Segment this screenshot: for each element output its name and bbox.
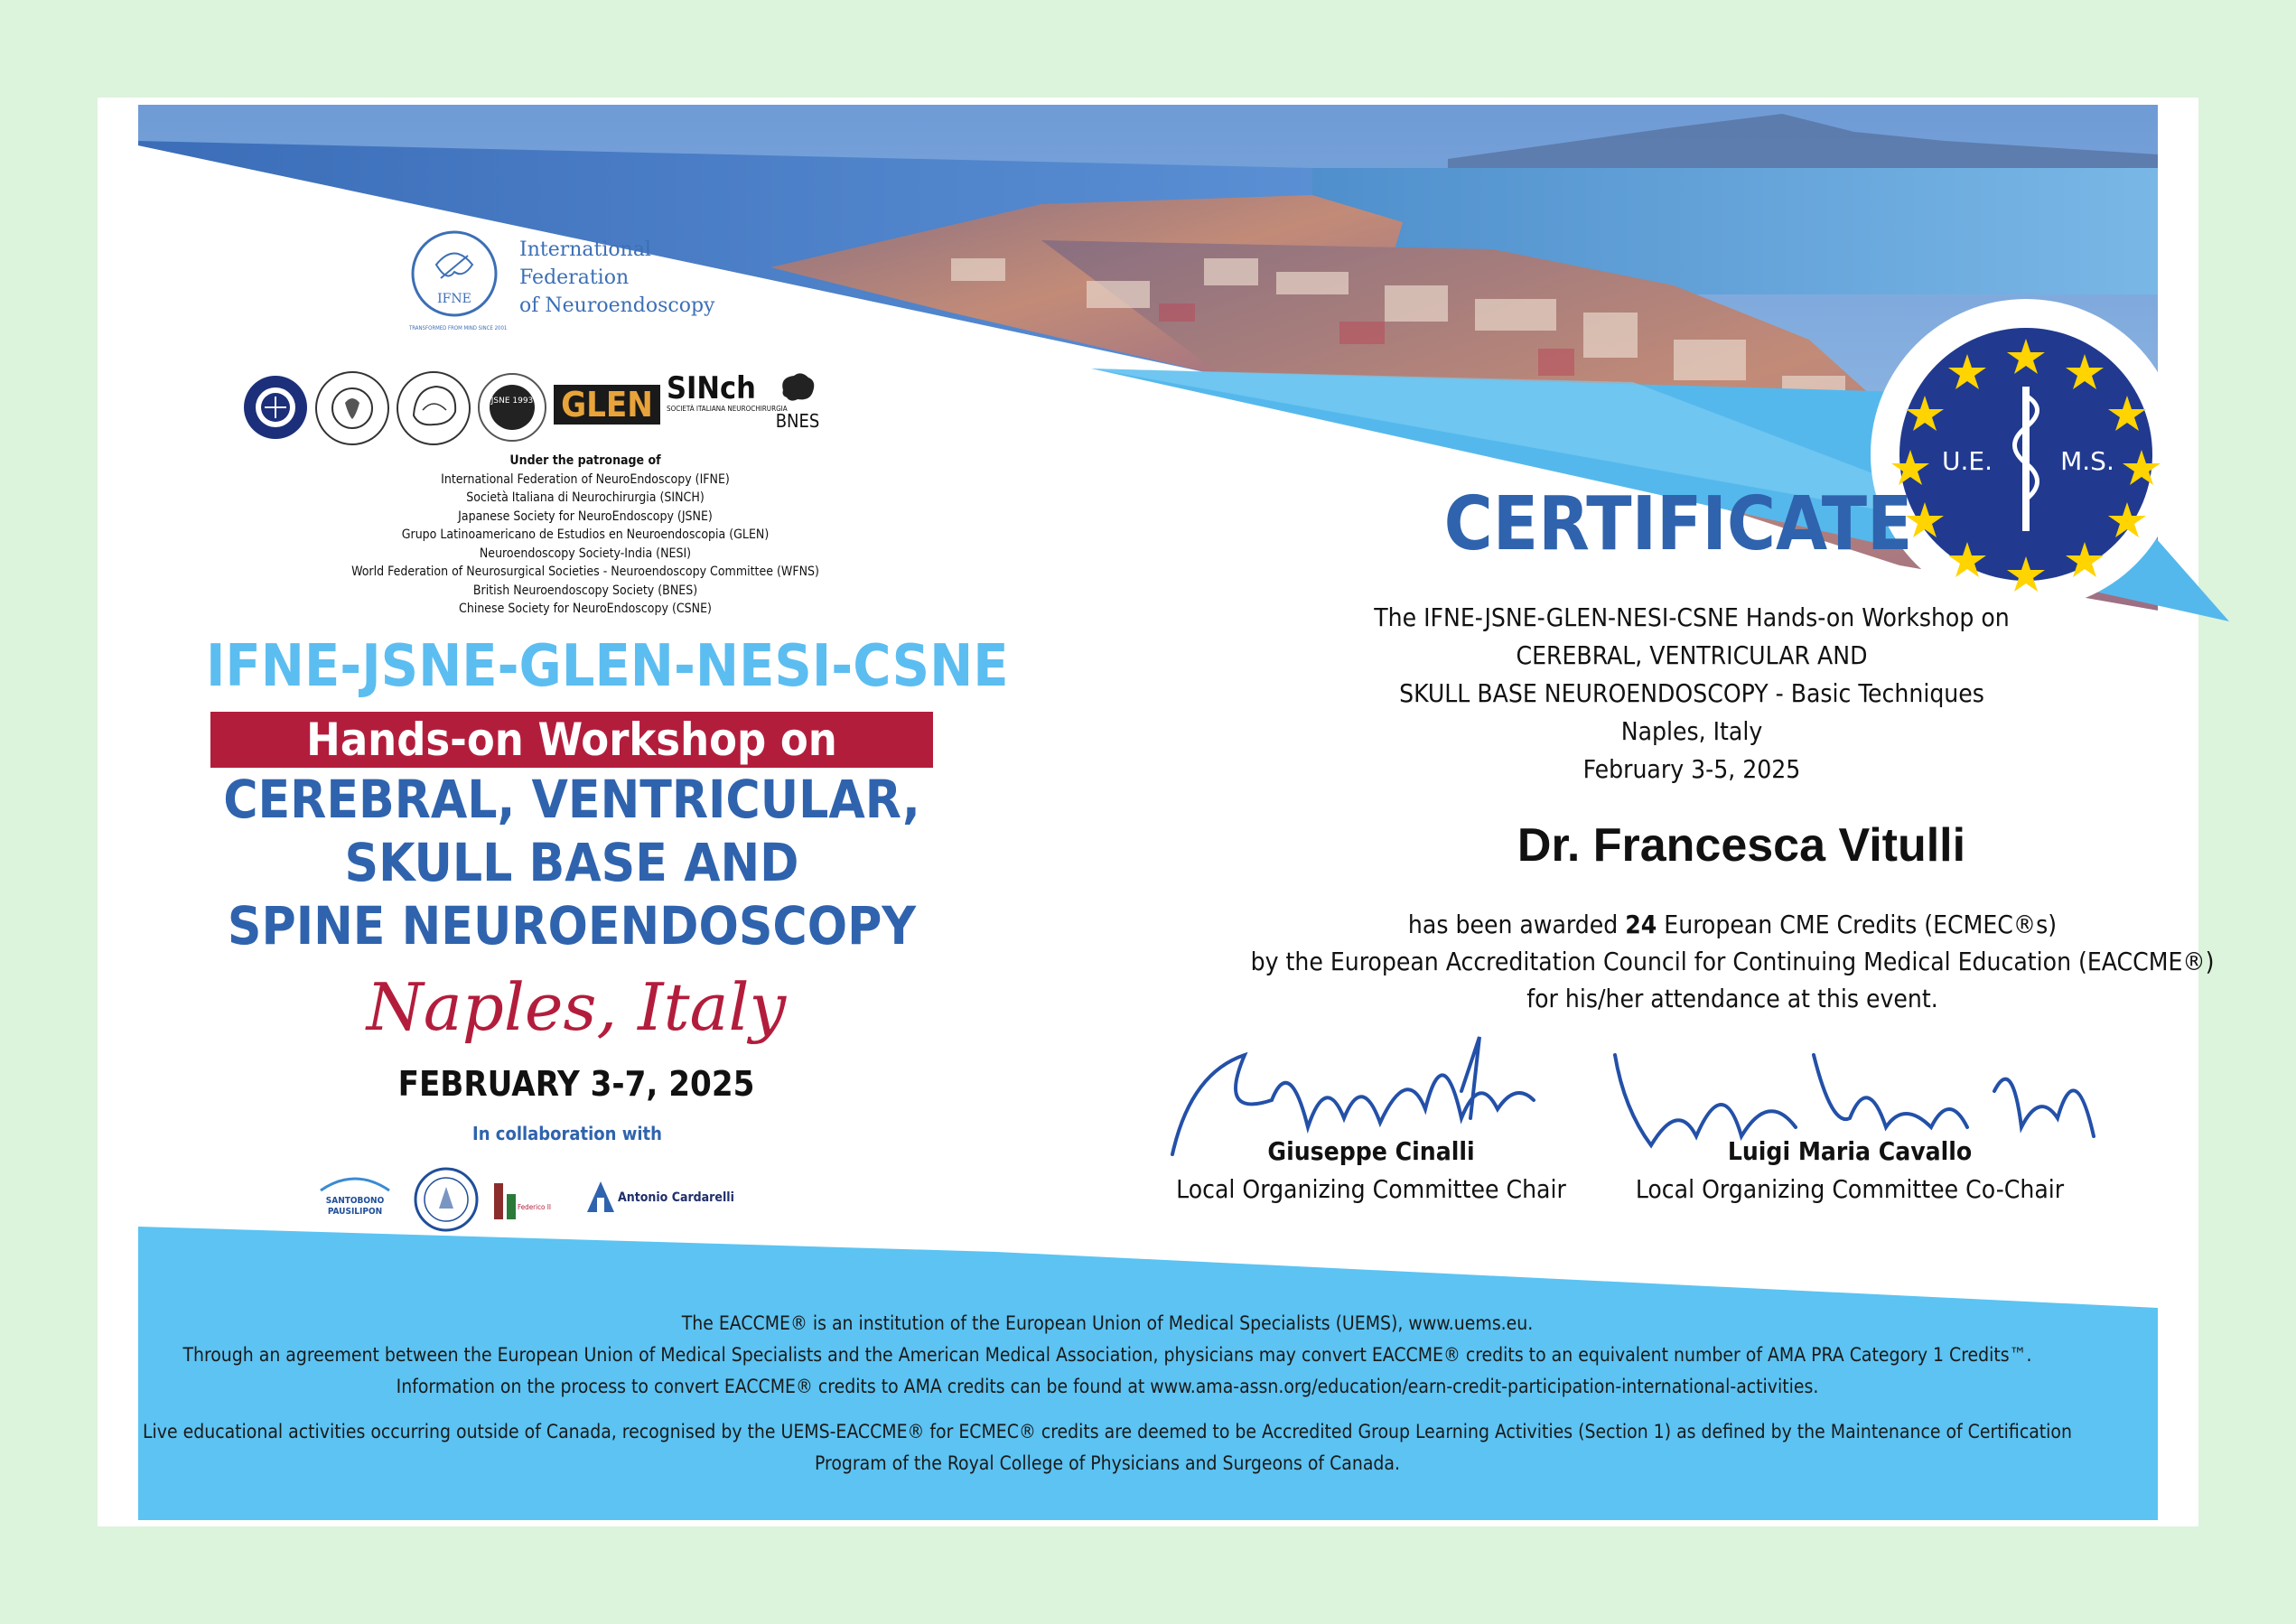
workshop-city: Naples, Italy bbox=[366, 969, 787, 1045]
footer-paragraph-1: The EACCME® is an institution of the European Union of Medical Specialists (UEMS), www.uems.eu. Through an agreement between the European Union of Medical Specialists and the American Medical Association, physicians may convert EACCME® credits to an equivalent number of AMA PRA Category 1 Credits™. Information on the process to convert EACCME® credits to AMA credits can be found at www.ama-assn.org/education/earn-credit-participation-international-activities. bbox=[182, 1312, 2032, 1397]
wfns-logo bbox=[242, 374, 309, 441]
tower-icon bbox=[490, 1176, 527, 1221]
uems-left-text: U.E. bbox=[1942, 446, 1993, 476]
patronage-heading: Under the patronage of bbox=[509, 453, 661, 468]
workshop-line-1: CEREBRAL, VENTRICULAR, bbox=[223, 769, 920, 830]
workshop-line-3: SPINE NEUROENDOSCOPY bbox=[227, 895, 917, 957]
cardarelli-logo: Antonio Cardarelli bbox=[585, 1178, 739, 1223]
ifne-globe-logo bbox=[409, 229, 499, 319]
footer-paragraph-2: Live educational activities occurring outside of Canada, recognised by the UEMS-EACCME® for ECMEC® credits are deemed to be Accredited Group Learning Activities (Section 1) as defined by the Maintenance of Certification Program of the Royal College of Physicians and Surgeons of Canada. bbox=[143, 1421, 2072, 1474]
ifne-tagline: TRANSFORMED FROM MIND SINCE 2001 bbox=[409, 325, 508, 331]
brain-icon bbox=[778, 370, 817, 406]
jsne-logo bbox=[477, 372, 547, 443]
partner-logos bbox=[314, 1163, 856, 1236]
award-statement: has been awarded 24 European CME Credits (ECMEC®s) by the European Accreditation Council for Continuing Medical Education (EACCME®) for his/her attendance at this event. bbox=[1250, 910, 2215, 1013]
federico-logo: Federico II bbox=[490, 1176, 563, 1227]
nes-logo bbox=[314, 370, 390, 446]
nes-csne-logo bbox=[396, 370, 471, 446]
credits-count: 24 bbox=[1625, 910, 1657, 939]
signatory-role-1: Local Organizing Committee Chair bbox=[1176, 1174, 1566, 1204]
santobono-logo: SANTOBONO PAUSILIPON bbox=[314, 1172, 396, 1218]
workshop-line-2: SKULL BASE AND bbox=[344, 832, 799, 893]
certificate-sheet bbox=[98, 98, 2215, 1526]
svg-text:JSNE 1993: JSNE 1993 bbox=[490, 397, 534, 406]
uems-right-text: M.S. bbox=[2060, 446, 2114, 476]
glen-logo: GLEN bbox=[554, 385, 660, 425]
santobono-mark-icon bbox=[319, 1172, 391, 1192]
hospital-icon bbox=[585, 1178, 616, 1214]
workshop-banner: Hands-on Workshop on bbox=[306, 714, 837, 766]
patronage-block: Under the patronage of International Federation of NeuroEndoscopy (IFNE) Società Italiana di Neurochirurgia (SINCH) Japanese Society for NeuroEndoscopy (JSNE) Grupo Latinoamericano de Estudios en Neuroendoscopia (GLEN) Neuroendoscopy Society-India (NESI) World Federation of Neurosurgical Societies - Neuroendoscopy Committee (WFNS) British Neuroendoscopy Society (BNES) Chinese Society for NeuroEndoscopy (CSNE) bbox=[256, 452, 915, 619]
unina-seal-logo bbox=[414, 1167, 479, 1232]
workshop-dates: FEBRUARY 3-7, 2025 bbox=[397, 1064, 755, 1104]
event-description: The IFNE-JSNE-GLEN-NESI-CSNE Hands-on Workshop on CEREBRAL, VENTRICULAR AND SKULL BASE NEUROENDOSCOPY - Basic Techniques Naples, Italy February 3-5, 2025 bbox=[1374, 602, 2010, 784]
bnes-logo: BNES bbox=[766, 370, 829, 439]
ifne-name: International Federation of Neuroendoscopy bbox=[519, 238, 715, 317]
sinch-logo: SINch SOCIETÀ ITALIANA NEUROCHIRURGIA bbox=[667, 370, 788, 413]
society-logos bbox=[242, 369, 929, 441]
signatory-role-2: Local Organizing Committee Co-Chair bbox=[1635, 1174, 2065, 1204]
signatory-name-1: Giuseppe Cinalli bbox=[1267, 1136, 1475, 1166]
workshop-acronym: IFNE-JSNE-GLEN-NESI-CSNE bbox=[206, 633, 1009, 700]
ifne-abbr: IFNE bbox=[437, 292, 471, 306]
signatory-name-2: Luigi Maria Cavallo bbox=[1727, 1136, 1973, 1166]
certificate-title: CERTIFICATE bbox=[1443, 481, 1913, 567]
collaboration-label: In collaboration with bbox=[472, 1123, 662, 1144]
recipient-name: Dr. Francesca Vitulli bbox=[1517, 819, 1966, 872]
